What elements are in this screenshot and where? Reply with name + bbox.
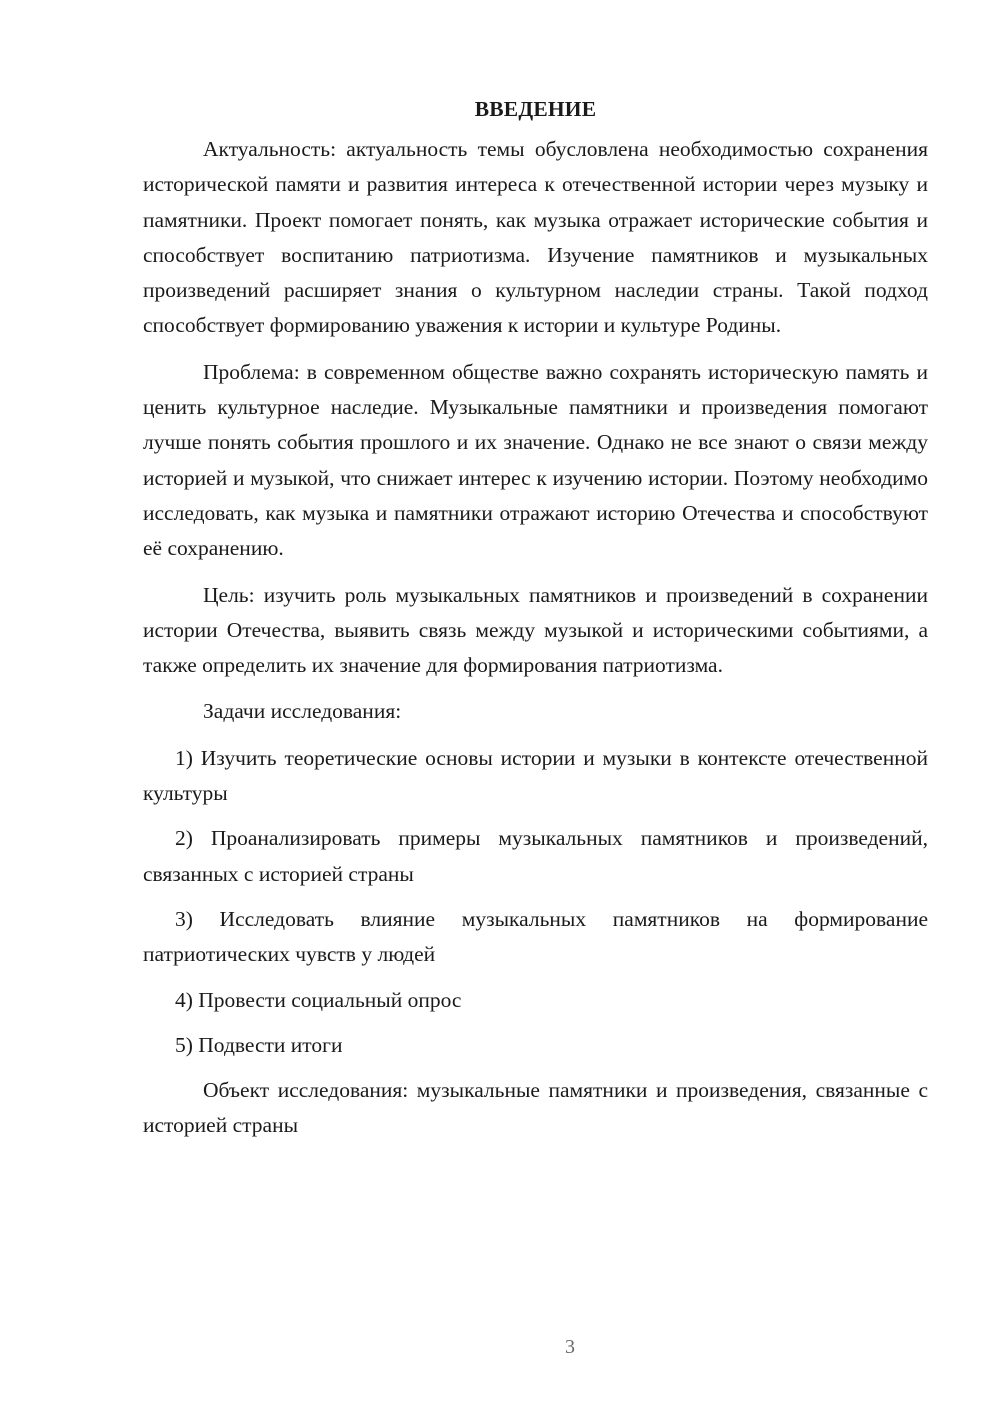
task-item: 1) Изучить теоретические основы истории и музыки в контексте отечественной культуры — [143, 745, 928, 806]
paragraph-goal: Цель: изучить роль музыкальных памятников и произведений в сохранении истории Отечества, выявить связь между музыкой и историческими событиями, а также определить их значение для формирования патриотизма. — [143, 582, 928, 678]
task-item: 4) Провести социальный опрос — [175, 987, 462, 1012]
task-item: 5) Подвести итоги — [175, 1032, 343, 1057]
paragraph-problem: Проблема: в современном обществе важно сохранять историческую память и ценить культурное наследие. Музыкальные памятники и произведения помогают лучше понять события прошлого и их значение. Однако не все знают о связи между историей и музыкой, что снижает интерес к изучению истории. Поэтому необходимо исследовать, как музыка и памятники отражают историю Отечества и способствуют её сохранению. — [143, 359, 928, 561]
task-item: 2) Проанализировать примеры музыкальных памятников и произведений, связанных с историей страны — [143, 826, 928, 886]
paragraph-relevance: Актуальность: актуальность темы обусловлена необходимостью сохранения исторической памяти и развития интереса к отечественной истории через музыку и памятники. Проект помогает понять, как музыка отражает исторические события и способствует воспитанию патриотизма. Изучение памятников и музыкальных произведений расширяет знания о культурном наследии страны. Такой подход способствует формированию уважения к истории и культуре Родины. — [143, 137, 928, 338]
document-page — [143, 92, 928, 1155]
page-number: 3 — [565, 1336, 575, 1358]
task-item: 3) Исследовать влияние музыкальных памятников на формирование патриотических чувств у людей — [143, 906, 928, 967]
paragraph-tasks-heading: Задачи исследования: — [203, 699, 402, 724]
paragraph-object: Объект исследования: музыкальные памятники и произведения, связанные с историей страны — [143, 1078, 928, 1138]
section-title: ВВЕДЕНИЕ — [474, 97, 597, 121]
